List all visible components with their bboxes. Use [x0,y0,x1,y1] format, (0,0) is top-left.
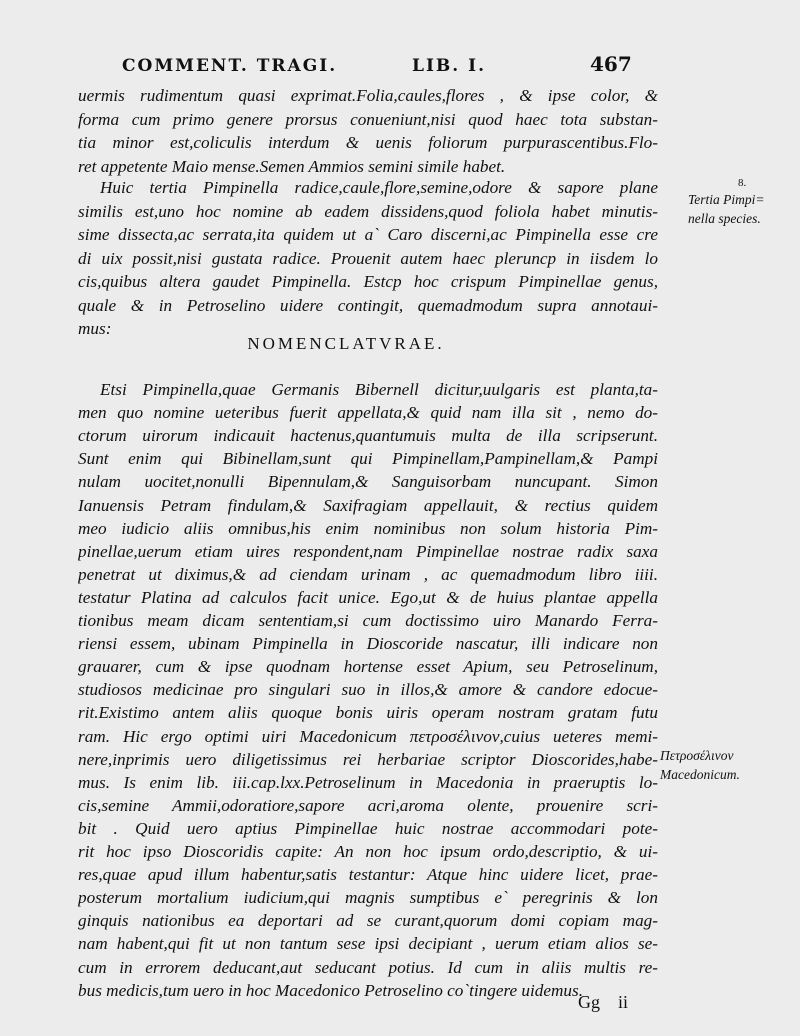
text-line: grauarer, cum & ipse quodnam hortense esset Apium, seu Petroselinum, [78,657,658,677]
text-line: riensi essem, ubinam Pimpinella in Dioscoride nascatur, illi indicare non [78,634,658,654]
text-line: ram. Hic ergo optimi uiri Macedonicum πετροσέλινον,cuius ueteres memi- [78,726,658,746]
signature-mark: Gg [578,992,600,1012]
running-title: COMMENT. TRAGI. [122,56,338,76]
text-line: pinellae,uerum etiam uires respondent,nam Pimpinellae nostrae radix saxa [78,541,658,561]
text-line: nulam uocitet,nonulli Bipennulam,& Sanguisorbam nuncupant. Simon [78,472,658,492]
text-line: forma cum primo genere prorsus conueniunt,nisi quod haec tota substan- [78,109,658,129]
text-line: uermis rudimentum quasi exprimat.Folia,caules,flores , & ipse color, & [78,86,658,105]
text-line: ctorum uirorum indicauit hactenus,quantumuis multa de illa scripserunt. [78,426,658,446]
text-line: men quo nomine ueteribus fuerit appellata,& quid nam illa sit , nemo do- [78,403,658,423]
book-number: LIB. I. [412,56,486,76]
text-line: ginquis nationibus ea deportari ad se curant,quorum domi copiam mag- [78,911,658,931]
margin-note-tertia [688,190,765,228]
margin-note-line: Tertia Pimpi= [688,192,765,207]
page-footer [578,992,646,1013]
margin-number: 8. [738,177,747,189]
margin-note-line: nella species. [688,211,761,226]
section-heading-text: NOMENCLATVRAE. [247,334,445,353]
text-line: di uix possit,nisi gustata radice. Prouenit autem haec pleruncp in iisdem lo [78,248,658,268]
text-line: testatur Platina ad calculos facit unice. Ego,ut & de huius plantae appella [78,587,658,607]
margin-note-line: Πετροσέλινον [660,748,734,763]
running-header [122,52,642,80]
text-line: bus medicis,tum uero in hoc Macedonico Petroselino co`tingere uidemus. [78,980,584,1000]
text-line: nere,inprimis uero diligetissimus rei herbariae scriptor Dioscorides,habe- [78,749,658,769]
section-heading [0,334,800,354]
text-line: cis,quibus altera gaudet Pimpinella. Estcp hoc crispum Pimpinellae genus, [78,272,658,291]
text-line: Huic tertia Pimpinella radice,caule,flore,semine,odore & sapore plane [100,178,658,197]
text-line: res,quae apud illum habentur,satis testantur: Atque hinc uidere licet, prae- [78,865,658,885]
text-line: tia minor est,coliculis interdum & uenis foliorum purpurascentibus.Flo- [78,133,658,152]
text-line: rit hoc ipso Dioscoridis capite: An non hoc ipsum ordo,descriptio, & ui- [78,842,658,861]
text-line: similis est,uno hoc nomine ab eadem dissidens,quod foliola habet minutis- [78,201,658,221]
text-line: studiosos medicinae pro singulari suo in illos,& amore & candore edocue- [78,680,658,700]
text-line: quale & in Petroselino uidere contingit, quemadmodum supra annotaui- [78,295,658,315]
text-line: tionibus meam dicam sententiam,si cum doctissimo uiro Manardo Ferra- [78,611,658,630]
text-line: cis,semine Ammii,odoratiore,sapore acri,aroma olente, prouenire scri- [78,795,658,815]
signature-number: ii [618,992,629,1012]
text-line: sime dissecta,ac serrata,ita quidem ut a` Caro discerni,ac Pimpinella esse cre [78,225,658,244]
text-line: Sunt enim qui Bibinellam,sunt qui Pimpinellam,Pampinellam,& Pampi [78,449,658,469]
text-line: nam habent,qui fit ut non tantum sese ipsi decipiant , uerum etiam alios se- [78,934,658,954]
text-line: posterum mortalium iudicium,qui magnis sumptibus e` peregrinis & lon [78,888,658,908]
page-number: 467 [590,52,632,76]
margin-note-macedonicum [660,746,740,784]
text-line: penetrat ut diximus,& ad ciendam urinam , ac quemadmodum libro iiii. [78,564,658,584]
text-line: mus. Is enim lib. iii.cap.lxx.Petroselinum in Macedonia in praeruptis lo- [78,772,658,792]
text-line: Etsi Pimpinella,quae Germanis Bibernell dicitur,uulgaris est planta,ta- [100,380,658,399]
text-line: ret appetente Maio mense.Semen Ammios semini simile habet. [78,156,506,176]
text-line: bit . Quid uero aptius Pimpinellae huic nostrae accommodari pote- [78,818,658,838]
text-line: mus: [78,319,112,338]
text-line: meo iudicio aliis omnibus,his enim nominibus non solum historia Pim- [78,518,658,538]
margin-note-line: Macedonicum. [660,767,740,782]
text-line: cum in errorem deducant,aut seducant potius. Id cum in aliis multis re- [78,957,658,977]
text-line: rit.Existimo antem aliis quoque bonis uiris operam nostram gratam futu [78,703,658,723]
text-line: Ianuensis Petram findulam,& Saxifragiam appellauit, & rectius quidem [78,495,658,515]
